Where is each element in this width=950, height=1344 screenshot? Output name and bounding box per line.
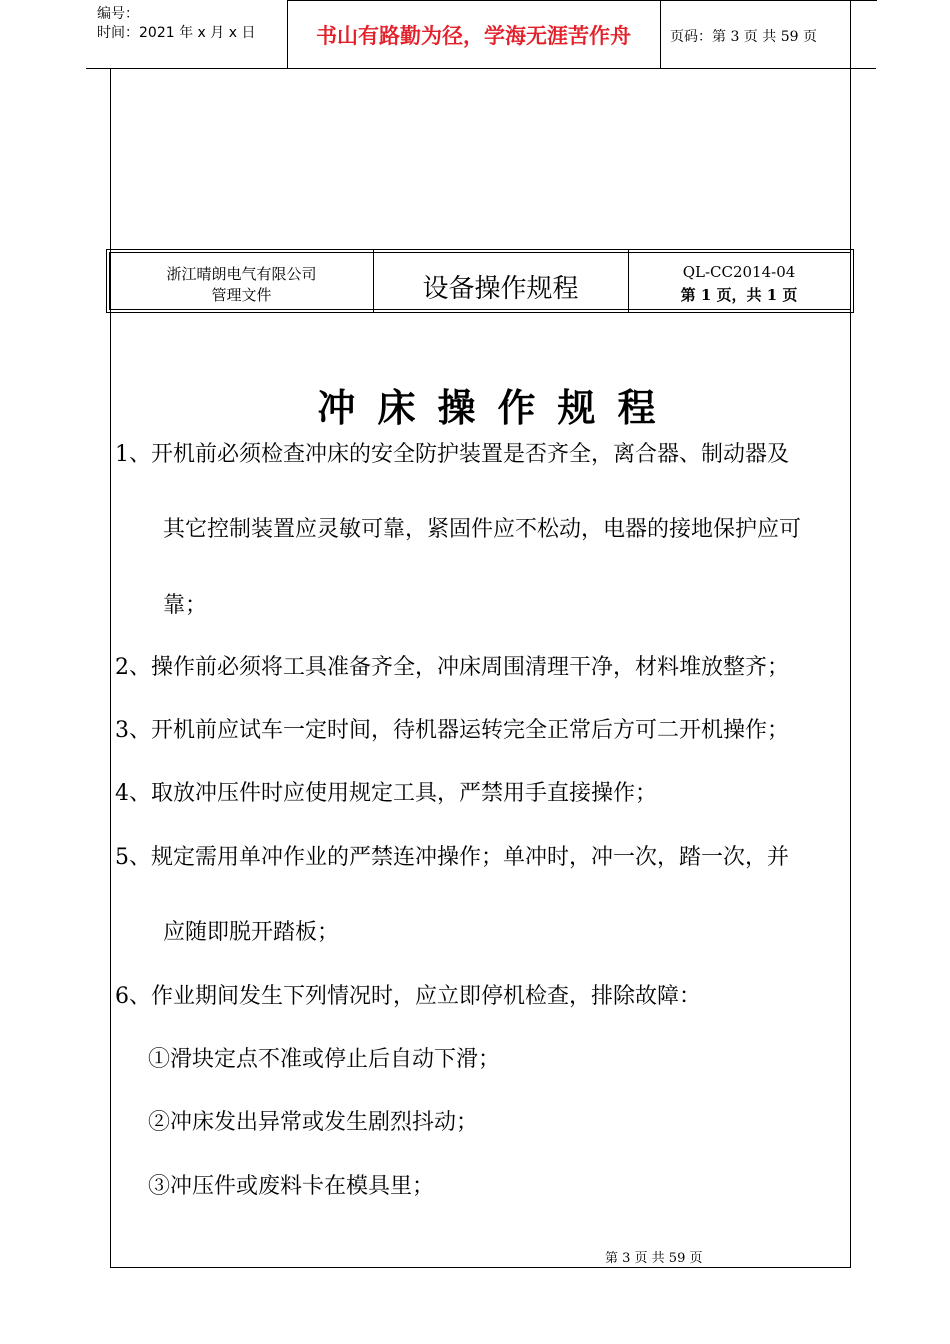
page-frame-right <box>850 0 851 1268</box>
page-frame-left <box>110 68 111 1268</box>
header-time-label: 时间：2021 年 x 月 x 日 <box>97 25 256 41</box>
page-frame-bottom <box>110 1267 851 1268</box>
document-number: QL-CC2014-04 <box>682 263 796 281</box>
rule-line: 4、取放冲压件时应使用规定工具，严禁用手直接操作； <box>115 781 657 806</box>
rule-line: 3、开机前应试车一定时间，待机器运转完全正常后方可二开机操作； <box>115 718 789 743</box>
header-page-label: 页码：第 3 页 共 59 页 <box>670 29 817 45</box>
rule-line: 其它控制装置应灵敏可靠，紧固件应不松动，电器的接地保护应可 <box>163 517 802 542</box>
page-title: 冲床操作规程 <box>317 385 678 430</box>
rule-line: 1、开机前必须检查冲床的安全防护装置是否齐全，离合器、制动器及 <box>115 442 789 467</box>
header-motto: 书山有路勤为径，学海无涯苦作舟 <box>316 23 631 48</box>
header-divider <box>660 0 661 68</box>
rule-line: 6、作业期间发生下列情况时，应立即停机检查，排除故障： <box>115 984 701 1009</box>
rule-line: 应随即脱开踏板； <box>163 920 340 945</box>
header-top-border <box>287 0 877 1</box>
company-name: 浙江晴朗电气有限公司 <box>166 265 317 283</box>
document-pages: 第 1 页，共 1 页 <box>680 286 798 304</box>
header-code-label: 编号： <box>97 6 139 22</box>
rule-line: 2、操作前必须将工具准备齐全，冲床周围清理干净，材料堆放整齐； <box>115 655 789 680</box>
sub-rule-line: ①滑块定点不准或停止后自动下滑； <box>148 1047 501 1072</box>
footer-page-number: 第 3 页 共 59 页 <box>605 1251 703 1266</box>
table-title: 设备操作规程 <box>422 274 579 304</box>
document-type: 管理文件 <box>211 286 272 304</box>
rule-line: 5、规定需用单冲作业的严禁连冲操作；单冲时，冲一次，踏一次，并 <box>115 845 789 870</box>
header-bottom-border <box>86 68 876 69</box>
sub-rule-line: ③冲压件或废料卡在模具里； <box>148 1174 435 1199</box>
rule-line: 靠； <box>163 593 208 618</box>
sub-rule-line: ②冲床发出异常或发生剧烈抖动； <box>148 1110 479 1135</box>
